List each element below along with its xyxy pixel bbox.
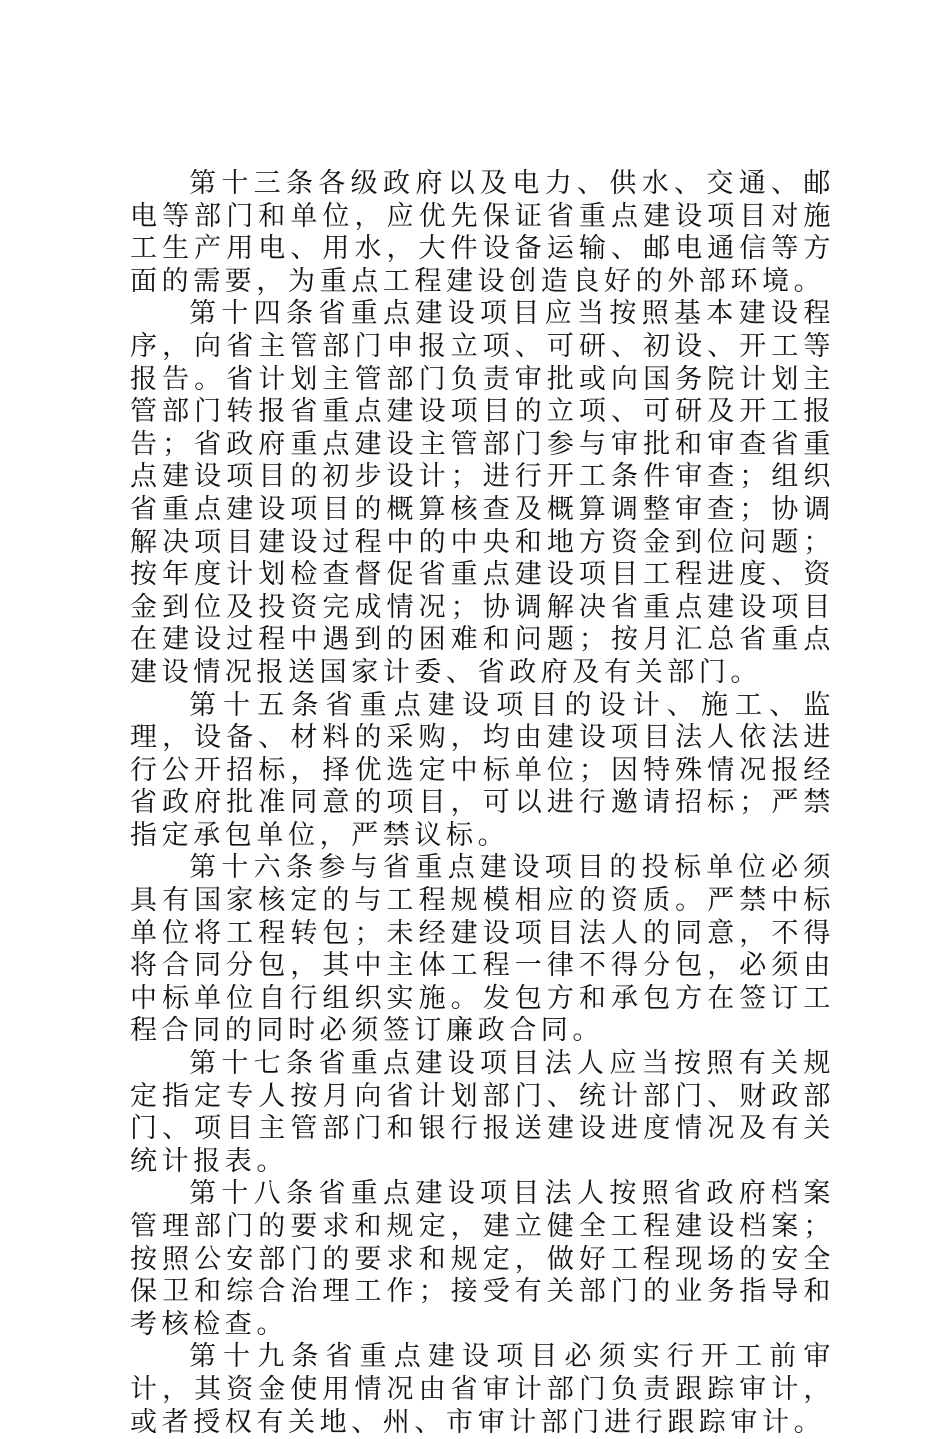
article-17-paragraph: 第十七条省重点建设项目法人应当按照有关规定指定专人按月向省计划部门、统计部门、财政部门、项目主管部门和银行报送建设进度情况及有关统计报表。 xyxy=(130,1048,835,1177)
article-18-paragraph: 第十八条省重点建设项目法人按照省政府档案管理部门的要求和规定，建立健全工程建设档案；按照公安部门的要求和规定，做好工程现场的安全保卫和综合治理工作；接受有关部门的业务指导和考核检查。 xyxy=(130,1178,835,1340)
article-13-paragraph: 第十三条各级政府以及电力、供水、交通、邮电等部门和单位，应优先保证省重点建设项目对施工生产用电、用水，大件设备运输、邮电通信等方面的需要，为重点工程建设创造良好的外部环境。 xyxy=(130,168,835,297)
document-body xyxy=(130,168,835,1439)
article-14-paragraph: 第十四条省重点建设项目应当按照基本建设程序，向省主管部门申报立项、可研、初设、开工等报告。省计划主管部门负责审批或向国务院计划主管部门转报省重点建设项目的立项、可研及开工报告；省政府重点建设主管部门参与审批和审查省重点建设项目的初步设计；进行开工条件审查；组织省重点建设项目的概算核查及概算调整审查；协调解决项目建设过程中的中央和地方资金到位问题；按年度计划检查督促省重点建设项目工程进度、资金到位及投资完成情况；协调解决省重点建设项目在建设过程中遇到的困难和问题；按月汇总省重点建设情况报送国家计委、省政府及有关部门。 xyxy=(130,298,835,688)
article-15-paragraph: 第十五条省重点建设项目的设计、施工、监理，设备、材料的采购，均由建设项目法人依法进行公开招标，择优选定中标单位；因特殊情况报经省政府批准同意的项目，可以进行邀请招标；严禁指定承包单位，严禁议标。 xyxy=(130,689,835,851)
article-16-paragraph: 第十六条参与省重点建设项目的投标单位必须具有国家核定的与工程规模相应的资质。严禁中标单位将工程转包；未经建设项目法人的同意，不得将合同分包，其中主体工程一律不得分包，必须由中标单位自行组织实施。发包方和承包方在签订工程合同的同时必须签订廉政合同。 xyxy=(130,852,835,1047)
article-19-paragraph: 第十九条省重点建设项目必须实行开工前审计，其资金使用情况由省审计部门负责跟踪审计，或者授权有关地、州、市审计部门进行跟踪审计。 xyxy=(130,1341,835,1438)
